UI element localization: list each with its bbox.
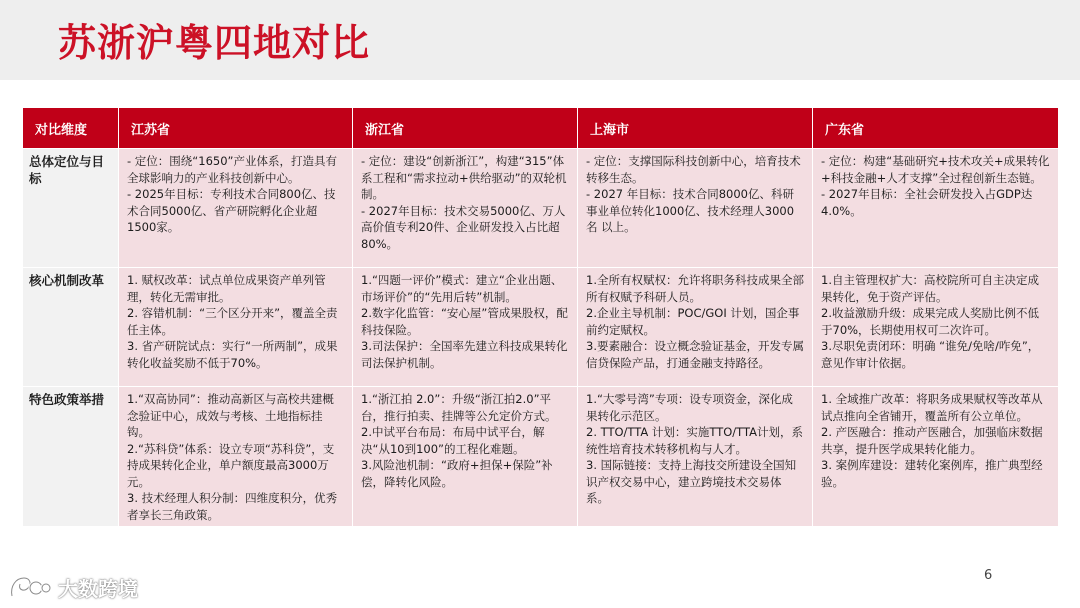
- cell-line: 3.风险池机制：“政府+担保+保险”补偿，降转化风险。: [361, 458, 553, 489]
- table-cell: [353, 149, 578, 268]
- table-cell: [353, 268, 578, 387]
- table-cell: [578, 149, 813, 268]
- table-row: [23, 387, 1059, 527]
- watermark: [8, 572, 138, 602]
- cell-line: - 定位：构建“基础研究+技术攻关+成果转化+科技金融+人才支撑”全过程创新生态链。: [821, 154, 1050, 185]
- cell-line: - 2027年目标：技术交易5000亿、万人高价值专利20件、企业研发投入占比超80%。: [361, 203, 566, 251]
- row-dimension-label: 核心机制改革: [23, 268, 119, 387]
- cell-line: 1.“浙江拍 2.0”：升级“浙江拍2.0”平台，推行拍卖、挂牌等公允定价方式。: [361, 392, 557, 423]
- cell-line: - 2025年目标：专利技术合同800亿、技术合同5000亿、省产研院孵化企业超1500家。: [127, 187, 336, 234]
- cell-line: - 2027 年目标：技术合同8000亿、科研事业单位转化1000亿、技术经理人3000名 以上。: [586, 187, 795, 234]
- table-row: [23, 268, 1059, 387]
- table-cell: [353, 387, 578, 527]
- table-cell: [119, 268, 353, 387]
- cell-line: 3.司法保护：全国率先建立科技成果转化司法保护机制。: [361, 339, 568, 370]
- cell-line: 2. 容错机制：“三个区分开来”，覆盖全责任主体。: [127, 306, 338, 337]
- comparison-table: [22, 107, 1059, 527]
- cell-line: 1.全所有权赋权：允许将职务科技成果全部所有权赋予科研人员。: [586, 273, 804, 304]
- row-dimension-label: 总体定位与目标: [23, 149, 119, 268]
- cell-line: 1.自主管理权扩大：高校院所可自主决定成果转化，免于资产评估。: [821, 273, 1039, 304]
- cell-line: 3.尽职免责闭环：明确 “谁免/免啥/咋免”，意见作审计依据。: [821, 339, 1040, 370]
- table-cell: [813, 268, 1059, 387]
- cell-line: 1.“四题一评价”模式：建立“企业出题、市场评价”的“先用后转”机制。: [361, 273, 563, 304]
- cell-line: 2.企业主导机制：POC/GOI 计划，国企事前约定赋权。: [586, 306, 800, 337]
- cell-line: 3. 案例库建设：建转化案例库，推广典型经验。: [821, 458, 1043, 489]
- cell-line: 2.收益激励升级：成果完成人奖励比例不低于70%，长期使用权可二次许可。: [821, 306, 1039, 337]
- table-cell: [578, 268, 813, 387]
- table-cell: [119, 149, 353, 268]
- table-cell: [119, 387, 353, 527]
- cell-line: 3.要素融合：设立概念验证基金，开发专属信贷保险产品，打通金融支持路径。: [586, 339, 804, 370]
- cell-line: - 定位：建设“创新浙江”，构建“315”体系工程和“需求拉动+供给驱动”的双轮机制。: [361, 154, 567, 201]
- cell-line: - 2027年目标：全社会研发投入占GDP达 4.0%。: [821, 187, 1033, 218]
- cell-line: 1.“大零号湾”专项：设专项资金，深化成果转化示范区。: [586, 392, 793, 423]
- cell-line: 3. 技术经理人积分制：四维度积分，优秀者享长三角政策。: [127, 491, 338, 522]
- table-row: [23, 149, 1059, 268]
- cell-line: 3. 国际链接：支持上海技交所建设全国知识产权交易中心，建立跨境技术交易体系。: [586, 458, 797, 505]
- cell-line: 1. 赋权改革：试点单位成果资产单列管理，转化无需审批。: [127, 273, 326, 304]
- cell-line: 1.“双高协同”：推动高新区与高校共建概念验证中心，成效与考核、土地指标挂钩。: [127, 392, 334, 439]
- cell-line: 2. TTO/TTA 计划：实施TTO/TTA计划，系统性培育技术转移机构与人才。: [586, 425, 803, 456]
- page-title: 苏浙沪粤四地对比: [58, 21, 371, 65]
- header-jiangsu: 江苏省: [119, 108, 353, 149]
- cell-line: 1. 全域推广改革：将职务成果赋权等改革从试点推向全省铺开，覆盖所有公立单位。: [821, 392, 1043, 423]
- table-cell: [813, 149, 1059, 268]
- cell-line: 2.中试平台布局：布局中试平台，解决“从10到100”的工程化难题。: [361, 425, 545, 456]
- cell-line: 2.数字化监管：“安心屋”管成果股权，配科技保险。: [361, 306, 568, 337]
- cell-line: - 定位：支撑国际科技创新中心，培育技术转移生态。: [586, 154, 801, 185]
- header-shanghai: 上海市: [578, 108, 813, 149]
- watermark-logo-icon: [8, 572, 52, 602]
- table-header-row: [23, 108, 1059, 149]
- cell-line: 3. 省产研院试点：实行“一所两制”，成果转化收益奖励不低于70%。: [127, 339, 338, 370]
- cell-line: - 定位：围绕“1650”产业体系，打造具有全球影响力的产业科技创新中心。: [127, 154, 337, 185]
- table-cell: [578, 387, 813, 527]
- header-dimension: 对比维度: [23, 108, 119, 149]
- page-number: 6: [984, 568, 993, 583]
- table-cell: [813, 387, 1059, 527]
- header-zhejiang: 浙江省: [353, 108, 578, 149]
- row-dimension-label: 特色政策举措: [23, 387, 119, 527]
- header-guangdong: 广东省: [813, 108, 1059, 149]
- cell-line: 2. 产医融合：推动产医融合，加强临床数据共享，提升医学成果转化能力。: [821, 425, 1043, 456]
- watermark-text: 大数跨境: [58, 576, 138, 601]
- cell-line: 2.“苏科贷”体系：设立专项“苏科贷”，支持成果转化企业，单户额度最高3000万元。: [127, 441, 335, 489]
